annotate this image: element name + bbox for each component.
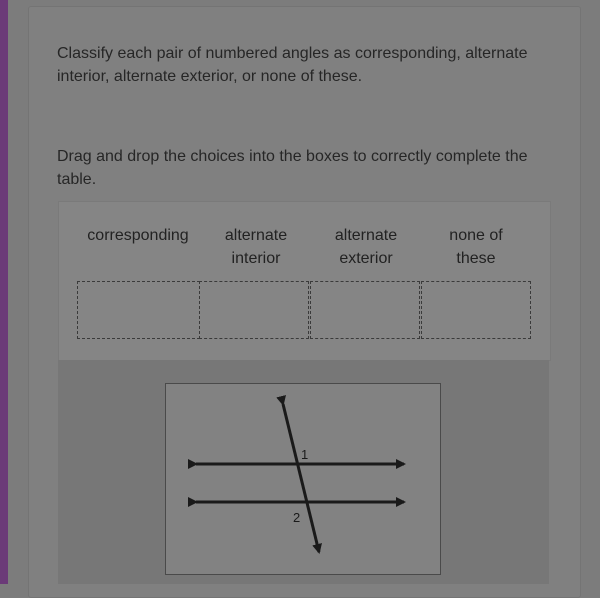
drop-box-alternate-exterior[interactable]: [310, 281, 420, 339]
column-header-line: interior: [231, 250, 281, 267]
drag-drop-instruction: Drag and drop the choices into the boxes to correctly complete the table.: [57, 148, 528, 188]
question-prompt: Classify each pair of numbered angles as corresponding, alternate interior, alternate exterior, or none of these.: [57, 45, 528, 85]
angle-label-2: 2: [293, 510, 301, 525]
tray-pointer: [293, 349, 315, 360]
column-header-corresponding: [82, 224, 194, 247]
transversal-line: [283, 404, 319, 552]
angle-pair-diagram: [166, 384, 442, 576]
column-header-alternate-interior: [200, 224, 312, 270]
drop-box-corresponding[interactable]: [77, 281, 200, 339]
column-header-line: none of: [449, 227, 503, 244]
angle-label-1: 1: [301, 447, 309, 462]
column-header-none-of-these: [420, 224, 532, 270]
column-header-line: these: [456, 250, 496, 267]
column-header-line: alternate: [224, 227, 288, 244]
draggable-choice-card[interactable]: [165, 383, 441, 575]
column-header-line: exterior: [339, 250, 393, 267]
column-header-line: corresponding: [87, 227, 189, 244]
column-header-alternate-exterior: [310, 224, 422, 270]
drop-box-none-of-these[interactable]: [421, 281, 531, 339]
left-accent-bar: [0, 0, 8, 584]
column-header-line: alternate: [334, 227, 398, 244]
drop-box-alternate-interior[interactable]: [199, 281, 309, 339]
